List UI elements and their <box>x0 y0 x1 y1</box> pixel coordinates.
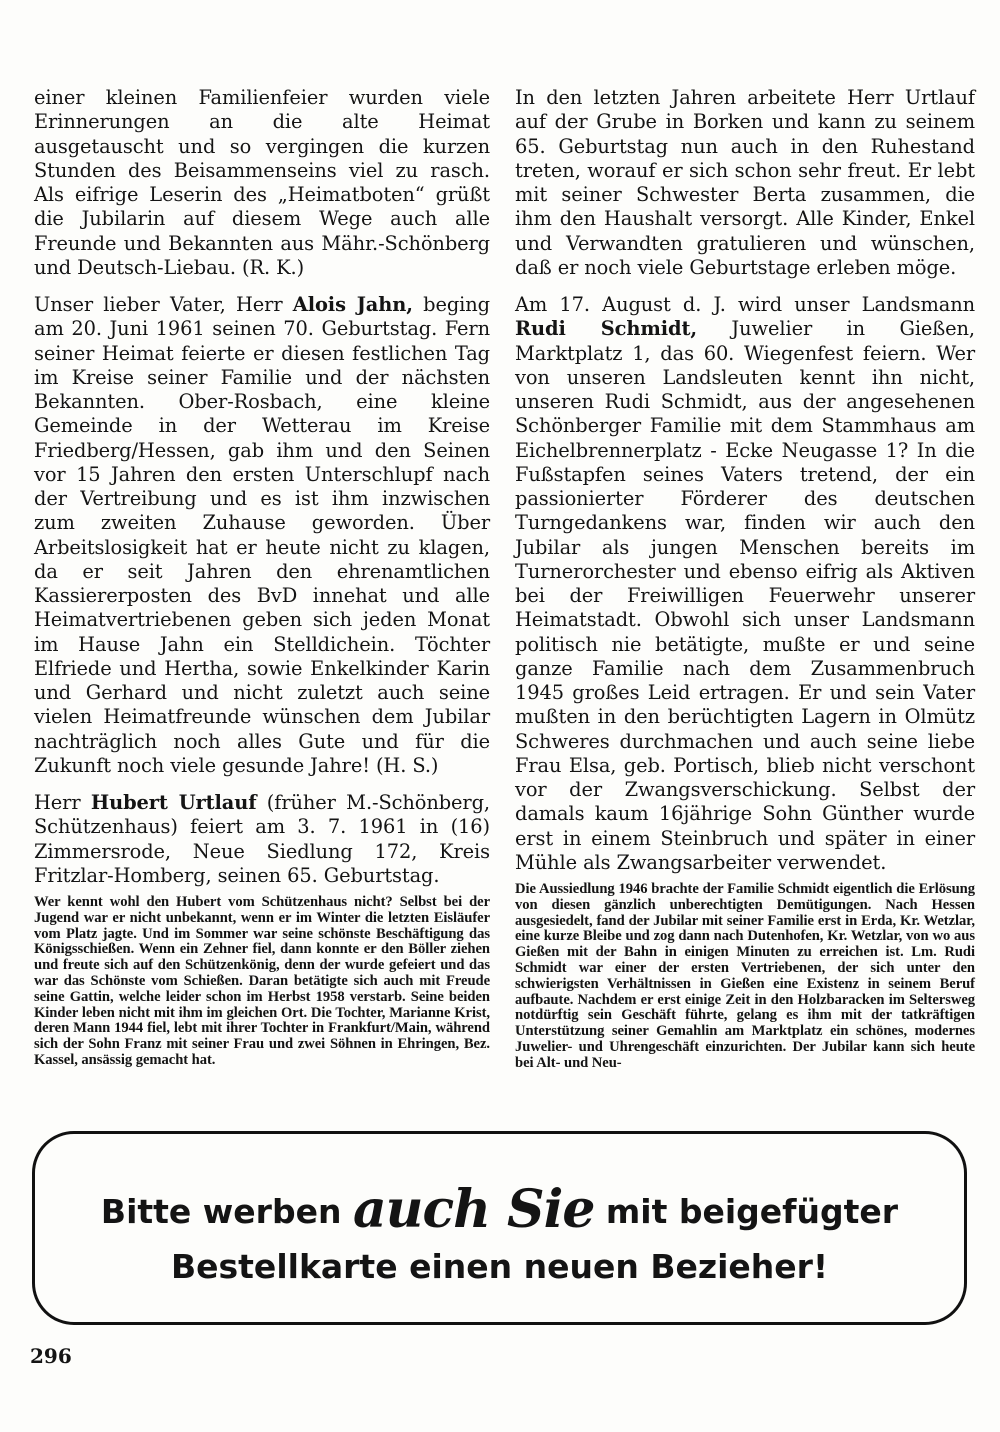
article-paragraph: einer kleinen Familienfeier wurden viele Erinnerungen an die alte Heimat ausgetauscht und so vergingen die kurzen Stunden des Beisammenseins viel zu rasch. Als eifrige Leserin des „Heimatboten“ grüßt die Jubilarin auf diesem Wege auch alle Freunde und Bekannten aus Mähr.-Schönberg und Deutsch-Liebau. (R. K.) <box>34 86 490 279</box>
ad-line-2: Bestellkarte einen neuen Bezieher! <box>170 1247 828 1286</box>
article-paragraph: Unser lieber Vater, Herr Alois Jahn, beging am 20. Juni 1961 seinen 70. Geburtstag. Fern seiner Heimat feierte er diesen festlichen Tag im Kreise seiner Familie und der nächsten Bekannten. Ober-Rosbach, eine kleine Gemeinde in der Wetterau im Kreise Friedberg/Hessen, gab ihm und den Seinen vor 15 Jahren den ersten Unterschlupf nach der Vertreibung und es ist ihm inzwischen zum zweiten Zuhause geworden. Über Arbeitslosigkeit hat er heute nicht zu klagen, da er seit Jahren den ehrenamtlichen Kassiererposten des BvD innehat und alle Heimatvertriebenen geben sich jeden Monat im Hause Jahn ein Stelldichein. Töchter Elfriede und Hertha, sowie Enkelkinder Karin und Gerhard und nicht zuletzt auch seine vielen Heimatfreunde wünschen dem Jubilar nachträglich noch alles Gute und für die Zukunft noch viele gesunde Jahre! (H. S.) <box>34 293 490 777</box>
article-paragraph: Herr Hubert Urtlauf (früher M.-Schönberg, Schützenhaus) feiert am 3. 7. 1961 in (16) Zimmersrode, Neue Siedlung 172, Kreis Fritzlar-Homberg, seinen 65. Geburtstag. <box>34 791 490 887</box>
person-name: Rudi Schmidt, <box>515 317 698 341</box>
ad-line-1: Bitte werben auch Sie mit beigefügter <box>100 1179 899 1240</box>
article-paragraph-small: Die Aussiedlung 1946 brachte der Familie Schmidt eigentlich die Erlösung von diesen gänzlich unberechtigten Demütigungen. Nach Hessen ausgesiedelt, fand der Jubilar mit seiner Familie erst in Erda, Kr. Wetzlar, eine kurze Bleibe und zog dann nach Dutenhofen, Kr. Wetzlar, von wo aus Gießen mit der Bahn in einigen Minuten zu erreichen ist. Lm. Rudi Schmidt war einer der ersten Vertriebenen, der sich unter den schwierigsten Verhältnissen in Gießen eine Existenz in seinem Beruf aufbaute. Nachdem er erst einige Zeit in den Holzbaracken im Seltersweg notdürftig sein Geschäft führte, gelang es ihm mit der tatkräftigen Unterstützung seiner Gemahlin am Marktplatz ein schönes, modernes Juwelier- und Uhrengeschäft einzurichten. Der Jubilar kann sich heute bei Alt- und Neu- <box>515 881 975 1071</box>
article-paragraph: Am 17. August d. J. wird unser Landsmann Rudi Schmidt, Juwelier in Gießen, Marktplatz 1, das 60. Wiegenfest feiern. Wer von unseren Landsleuten kennt ihn nicht, unseren Rudi Schmidt, aus der angesehenen Schönberger Familie mit dem Stammhaus am Eichelbrennerplatz - Ecke Neugasse 1? In die Fußstapfen seines Vaters tretend, der ein passionierter Förderer des deutschen Turngedankens war, finden wir auch den Jubilar als jungen Menschen bereits im Turnerorchester und ebenso eifrig als Aktiven bei der Freiwilligen Feuerwehr unserer Heimatstadt. Obwohl sich unser Landsmann politisch nie betätigte, mußte er und seine ganze Familie nach dem Zusammenbruch 1945 großes Leid ertragen. Er und sein Vater mußten in den berüchtigten Lagern in Olmütz Schweres durchmachen und auch seine liebe Frau Elsa, geb. Portisch, blieb nicht verschont vor der Zwangsverschickung. Selbst der damals kaum 16jährige Sohn Günther wurde erst in einem Steinbruch und später in einer Mühle als Zwangsarbeiter verwendet. <box>515 293 975 874</box>
article-paragraph-small: Wer kennt wohl den Hubert vom Schützenhaus nicht? Selbst bei der Jugend war er nicht unbekannt, wenn er im Winter die letzten Eisläufer vom Platz jagte. Und im Sommer war seine schönste Beschäftigung das Königsschießen. Wenn ein Zehner fiel, dann konnte er den Böller ziehen und freute sich auf den Schützenkönig, denn der wurde gefeiert und das war das Schönste vom Schießen. Daran betätigte sich auch mit Freude seine Gattin, welche leider schon im Herbst 1958 verstarb. Seine beiden Kinder leben nicht mit ihm im gleichen Ort. Die Tochter, Marianne Krist, deren Mann 1944 fiel, lebt mit ihrer Tochter in Frankfurt/Main, während sich der Sohn Franz mit seiner Frau und zwei Söhnen in Ehringen, Bez. Kassel, ansässig gemacht hat. <box>34 894 490 1068</box>
left-column <box>34 86 490 1069</box>
advertisement-box <box>32 1131 967 1325</box>
ad-script-text: auch Sie <box>352 1179 595 1240</box>
person-name: Alois Jahn, <box>292 293 413 316</box>
right-column <box>515 86 975 1072</box>
page-number: 296 <box>30 1344 72 1368</box>
article-paragraph: In den letzten Jahren arbeitete Herr Urtlauf auf der Grube in Borken und kann zu seinem 65. Geburtstag nun auch in den Ruhestand treten, worauf er sich schon sehr freut. Er lebt mit seiner Schwester Berta zusammen, die ihm den Haushalt versorgt. Alle Kinder, Enkel und Verwandten gratulieren und wünschen, daß er noch viele Geburtstage erleben möge. <box>515 86 975 279</box>
person-name: Hubert Urtlauf <box>90 791 257 814</box>
